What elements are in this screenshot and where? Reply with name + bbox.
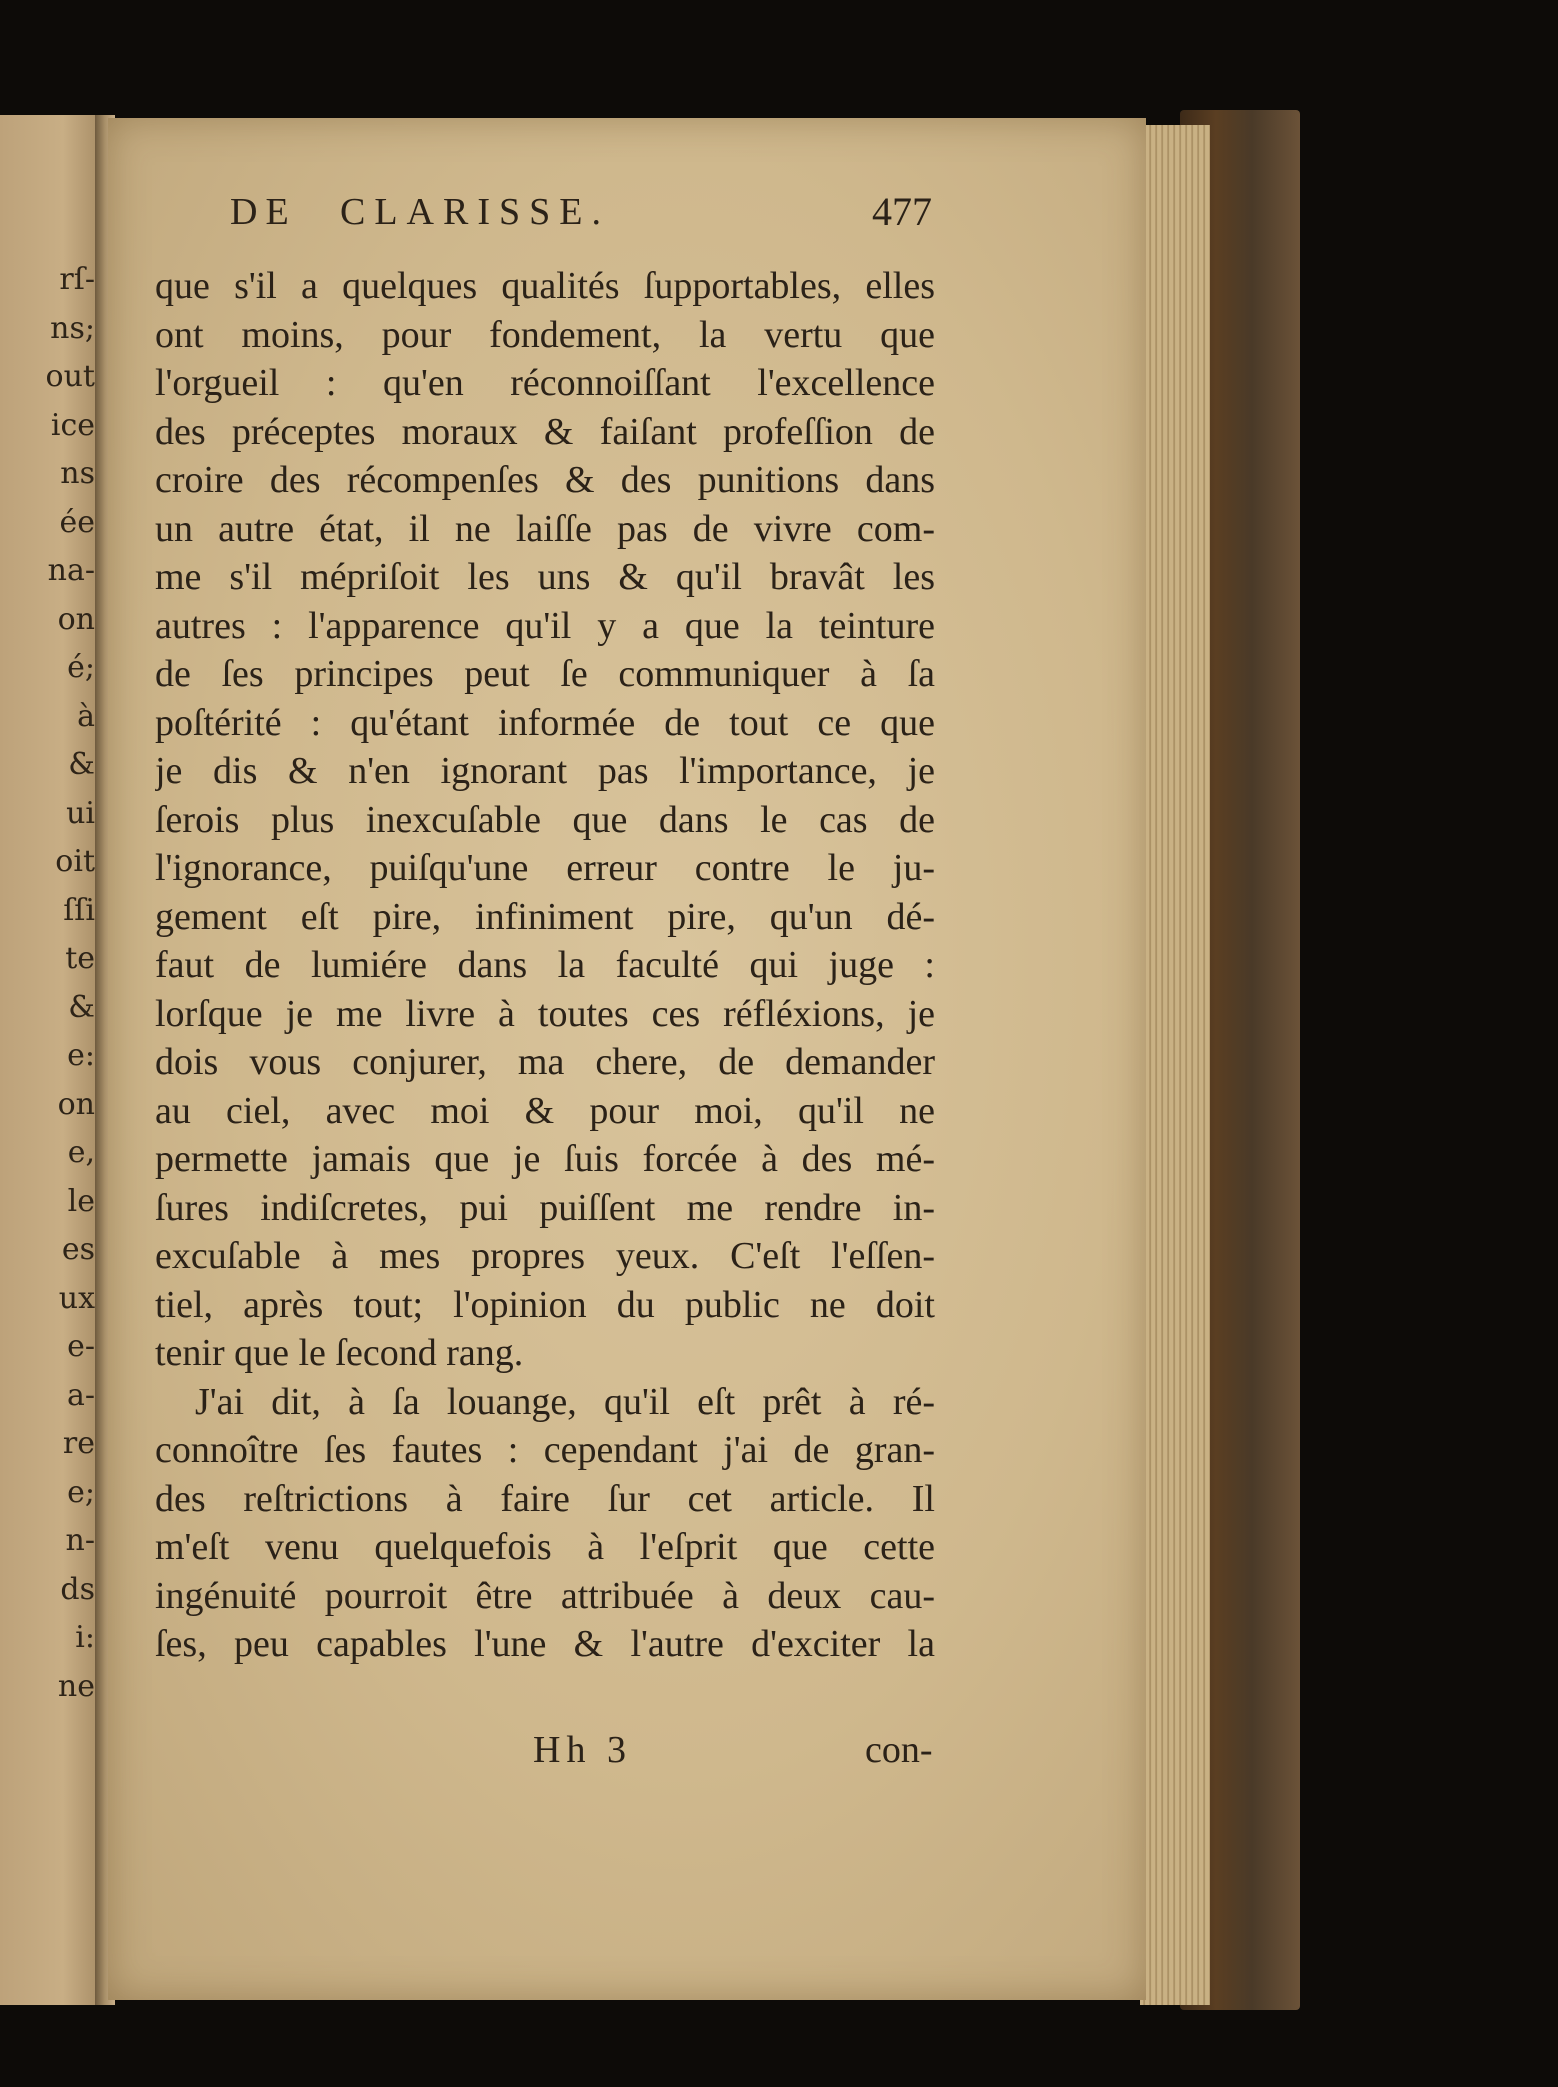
left-page-fragment: a- <box>66 1377 95 1413</box>
left-page-fragment: oit <box>55 844 95 879</box>
text-line: ſes, peu capables l'une & l'autre d'exciter la <box>155 1623 935 1665</box>
page-number: 477 <box>872 189 932 234</box>
text-line: tiel, après tout; l'opinion du public ne doit <box>155 1283 935 1326</box>
text-line: ingénuité pourroit être attribuée à deux cau- <box>155 1574 935 1617</box>
text-line: ſures indiſcretes, pui puiſſent me rendre in- <box>155 1186 935 1229</box>
text-line: permette jamais que je ſuis forcée à des mé- <box>155 1138 935 1180</box>
text-line: excuſable à mes propres yeux. C'eſt l'eſſen- <box>155 1235 935 1277</box>
text-line: l'orgueil : qu'en réconnoiſſant l'excellence <box>155 362 935 404</box>
left-page-fragment: le <box>67 1183 95 1219</box>
text-line: des reſtrictions à faire ſur cet article. Il <box>155 1477 935 1520</box>
left-page-fragment: ſſi <box>63 892 95 928</box>
signature-mark: Hh 3 <box>533 1729 632 1771</box>
left-page-fragment: e, <box>67 1135 95 1170</box>
text-line: croire des récompenſes & des punitions dans <box>155 459 935 501</box>
text-line: m'eſt venu quelquefois à l'eſprit que cette <box>155 1526 935 1568</box>
left-page-fragment: & <box>68 989 95 1025</box>
text-line: autres : l'apparence qu'il y a que la teinture <box>155 604 935 647</box>
text-line: tenir que le ſecond rang. <box>155 1332 524 1374</box>
text-block <box>155 262 935 1669</box>
running-head-title: CLARISSE. <box>340 191 610 233</box>
text-line: que s'il a quelques qualités ſupportables, elles <box>155 265 935 307</box>
text-line: des préceptes moraux & faiſant profeſſion de <box>155 410 935 453</box>
left-page-fragment: ux <box>58 1280 95 1316</box>
page-fore-edge <box>1140 125 1210 2005</box>
left-page-fragment: te <box>65 941 95 976</box>
left-page-fragment: à <box>77 698 95 734</box>
left-page-fragment: n- <box>65 1523 95 1558</box>
left-page-fragment: e- <box>67 1329 95 1364</box>
left-page-fragment: ice <box>50 407 95 443</box>
left-page-fragment: on <box>57 1086 95 1122</box>
running-head <box>230 190 970 250</box>
text-line: me s'il mépriſoit les uns & qu'il bravât les <box>155 556 935 598</box>
left-page <box>0 115 105 2005</box>
left-page-fragment: i: <box>75 1620 95 1655</box>
running-head-prefix: DE <box>230 191 297 233</box>
text-line: lorſque je me livre à toutes ces réfléxions, je <box>155 992 935 1035</box>
left-page-fragment: é; <box>67 650 95 685</box>
catchword: con- <box>865 1729 933 1771</box>
left-page-fragment: ne <box>57 1668 95 1704</box>
left-page-fragment: rſ- <box>59 262 95 297</box>
text-line: gement eſt pire, infiniment pire, qu'un dé- <box>155 895 935 938</box>
left-page-fragment: & <box>68 747 95 782</box>
left-page-fragment: ds <box>60 1571 95 1607</box>
text-line: l'ignorance, puiſqu'une erreur contre le ju- <box>155 847 935 889</box>
left-page-fragment: ns; <box>50 310 95 346</box>
left-page-fragment: ns <box>60 456 95 491</box>
text-line: poſtérité : qu'étant informée de tout ce que <box>155 701 935 744</box>
left-page-fragment: e: <box>67 1038 95 1073</box>
text-line: faut de lumiére dans la faculté qui juge : <box>155 944 935 986</box>
text-line: dois vous conjurer, ma chere, de demander <box>155 1041 935 1083</box>
text-line: connoître ſes fautes : cependant j'ai de gran- <box>155 1429 935 1471</box>
text-line: je dis & n'en ignorant pas l'importance, je <box>155 750 935 792</box>
text-line: au ciel, avec moi & pour moi, qu'il ne <box>155 1089 935 1132</box>
page-footer <box>155 1728 945 1778</box>
text-line: de ſes principes peut ſe communiquer à ſa <box>155 653 935 695</box>
text-line: J'ai dit, à ſa louange, qu'il eſt prêt à ré- <box>195 1380 935 1423</box>
left-page-fragment: on <box>57 601 95 637</box>
left-page-fragment: out <box>45 359 95 394</box>
left-page-fragment: na- <box>47 553 95 588</box>
left-page-fragment: e; <box>67 1474 95 1510</box>
left-page-fragment: es <box>61 1232 95 1267</box>
text-line: un autre état, il ne laiſſe pas de vivre com- <box>155 507 935 550</box>
text-line: ſerois plus inexcuſable que dans le cas de <box>155 798 935 841</box>
left-page-fragment: ui <box>66 795 95 831</box>
left-page-fragment: re <box>62 1426 95 1461</box>
text-line: ont moins, pour fondement, la vertu que <box>155 313 935 356</box>
left-page-fragment: ée <box>59 504 95 540</box>
